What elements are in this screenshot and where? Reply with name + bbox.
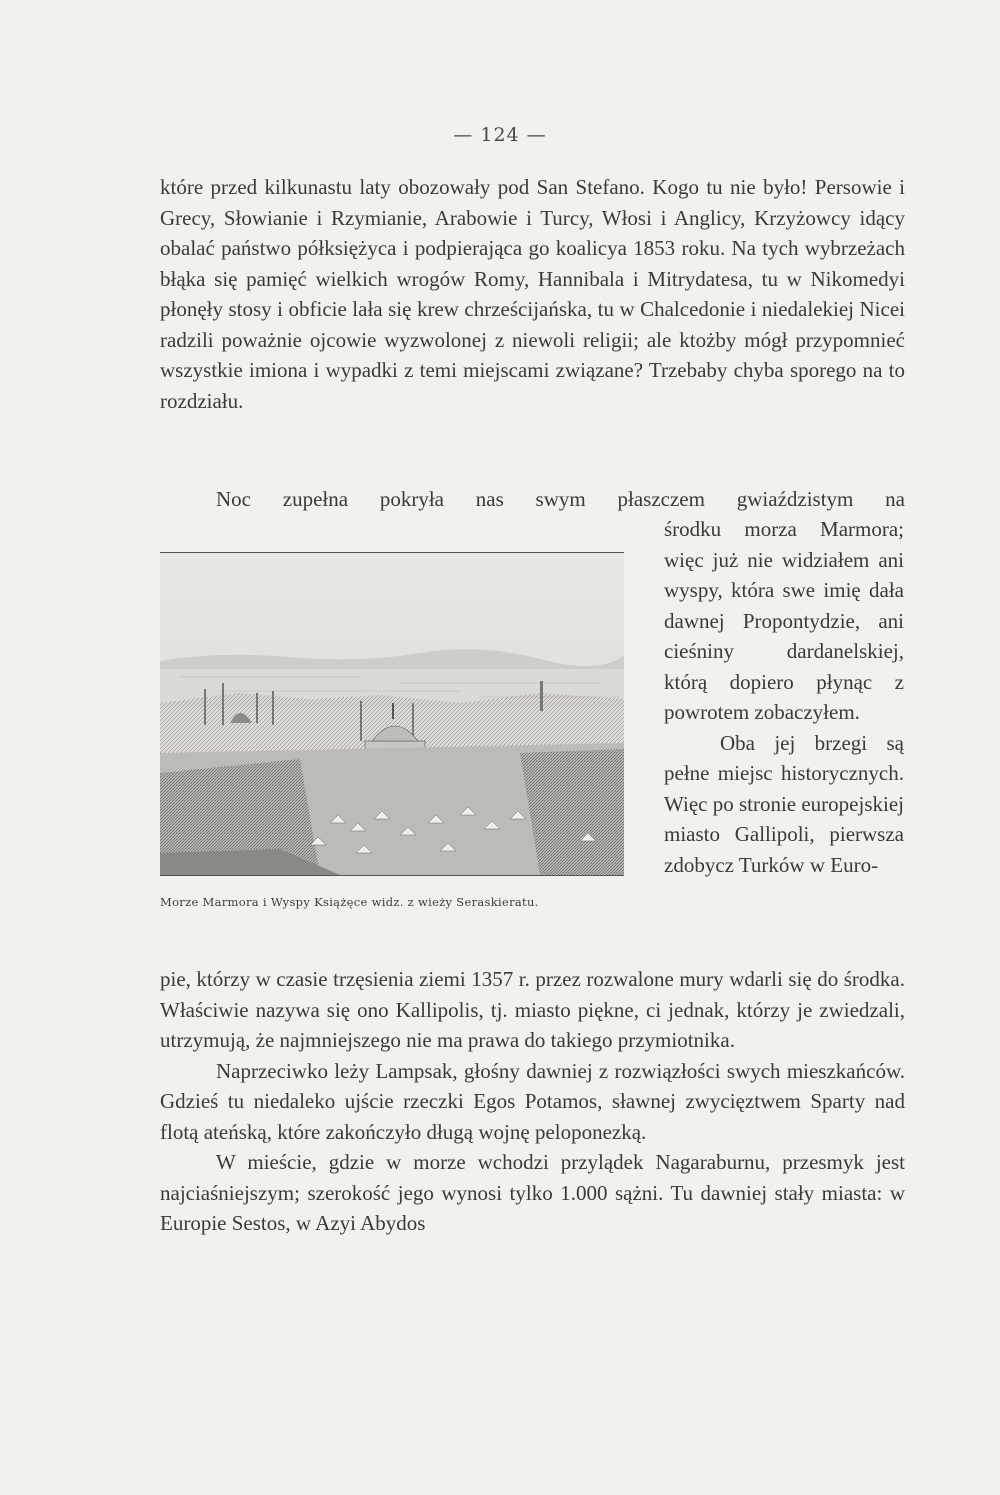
paragraph-opening [160, 172, 905, 416]
text-column-beside-figure [664, 514, 904, 880]
paragraph-closing [160, 964, 905, 1239]
paragraph-2-first-line: Noc zupełna pokryła nas swym płaszczem gwiaździstym na [216, 487, 905, 511]
paragraph-1: które przed kilkunastu laty obozowały pod San Stefano. Kogo tu nie było! Persowie i Grecy, Słowianie i Rzymianie, Arabowie i Turcy, Włosi i Anglicy, Krzyżowcy idący obalać państwo półksiężyca i podpierająca go koalicya 1853 roku. Na tych wybrzeżach błąka się pamięć wielkich wrogów Romy, Hannibala i Mitrydatesa, tu w Nikomedyi płonęły stosy i obficie lała się krew chrześcijańska, tu w Chalcedonie i niedalekiej Nicei radzili poważnie ojcowie wyzwolonej z niewoli religii; ale ktożby mógł przypomnieć wszystkie imiona i wypadki z temi miejscami związane? Trzebaby chyba sporego na to rozdziału. [160, 175, 905, 413]
engraving-illustration [160, 552, 624, 876]
paragraph-3-start: Oba jej brzegi są pełne miejsc historycznych. Więc po stronie europejskiej miasto Gallipoli, pierwsza zdobycz Turków w Euro- [664, 730, 904, 877]
paragraph-5: W mieście, gdzie w morze wchodzi przylądek Nagaraburnu, przesmyk jest najciaśniejszym; szerokość jego wynosi tylko 1.000 sążni. Tu dawniej stały miasta: w Europie Sestos, w Azyi Abydos [160, 1150, 905, 1235]
page-number: — 124 — [453, 124, 547, 146]
paragraph-4: Naprzeciwko leży Lampsak, głośny dawniej z rozwiązłości swych mieszkańców. Gdzieś tu niedaleko ujście rzeczki Egos Potamos, sławnej zwycięztwem Sparty nad flotą ateńską, które zakończyło długą wojnę peloponezką. [160, 1058, 905, 1144]
paragraph-3-continuation: pie, którzy w czasie trzęsienia ziemi 1357 r. przez rozwalone mury wdarli się do środka. Właściwie nazywa się ono Kallipolis, tj. miasto piękne, ci jednak, którzy je zwiedzali, utrzymują, że najmniejszego nie ma prawa do takiego przymiotnika. [160, 967, 905, 1052]
engraving-drawing [160, 553, 624, 875]
figure-caption: Morze Marmora i Wyspy Książęce widz. z wieży Seraskieratu. [160, 895, 539, 909]
paragraph-2-continuation: środku morza Marmora; więc już nie widziałem ani wyspy, która swe imię dała dawnej Propontydzie, ani cieśniny dardanelskiej, którą dopiero płynąc z powrotem zobaczyłem. [664, 517, 904, 724]
